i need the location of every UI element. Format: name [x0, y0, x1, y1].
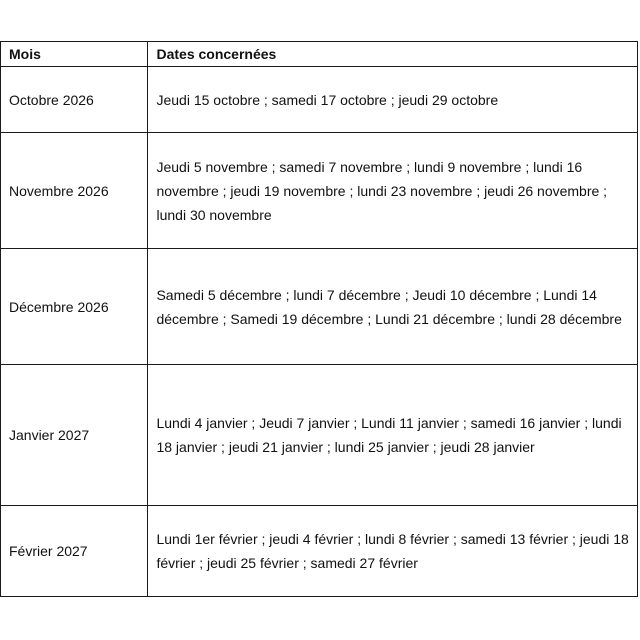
table-row: [1, 133, 638, 249]
dates-cell: Jeudi 5 novembre ; samedi 7 novembre ; lundi 9 novembre ; lundi 16 novembre ; jeudi 19 novembre ; lundi 23 novembre ; jeudi 26 novembre ; lundi 30 novembre: [148, 133, 638, 249]
table-row: [1, 67, 638, 133]
table-header-row: [1, 42, 638, 67]
month-cell: Octobre 2026: [1, 67, 148, 133]
month-cell: Décembre 2026: [1, 249, 148, 365]
dates-table: [0, 41, 638, 597]
dates-cell: Samedi 5 décembre ; lundi 7 décembre ; Jeudi 10 décembre ; Lundi 14 décembre ; Samedi 19 décembre ; Lundi 21 décembre ; lundi 28 décembre: [148, 249, 638, 365]
header-month: Mois: [1, 42, 148, 67]
table-row: [1, 249, 638, 365]
dates-cell: Jeudi 15 octobre ; samedi 17 octobre ; jeudi 29 octobre: [148, 67, 638, 133]
header-dates: Dates concernées: [148, 42, 638, 67]
table-row: [1, 365, 638, 506]
month-cell: Novembre 2026: [1, 133, 148, 249]
month-cell: Janvier 2027: [1, 365, 148, 506]
table-row: [1, 506, 638, 597]
dates-cell: Lundi 1er février ; jeudi 4 février ; lundi 8 février ; samedi 13 février ; jeudi 18 février ; jeudi 25 février ; samedi 27 février: [148, 506, 638, 597]
dates-cell: Lundi 4 janvier ; Jeudi 7 janvier ; Lundi 11 janvier ; samedi 16 janvier ; lundi 18 janvier ; jeudi 21 janvier ; lundi 25 janvier ; jeudi 28 janvier: [148, 365, 638, 506]
month-cell: Février 2027: [1, 506, 148, 597]
